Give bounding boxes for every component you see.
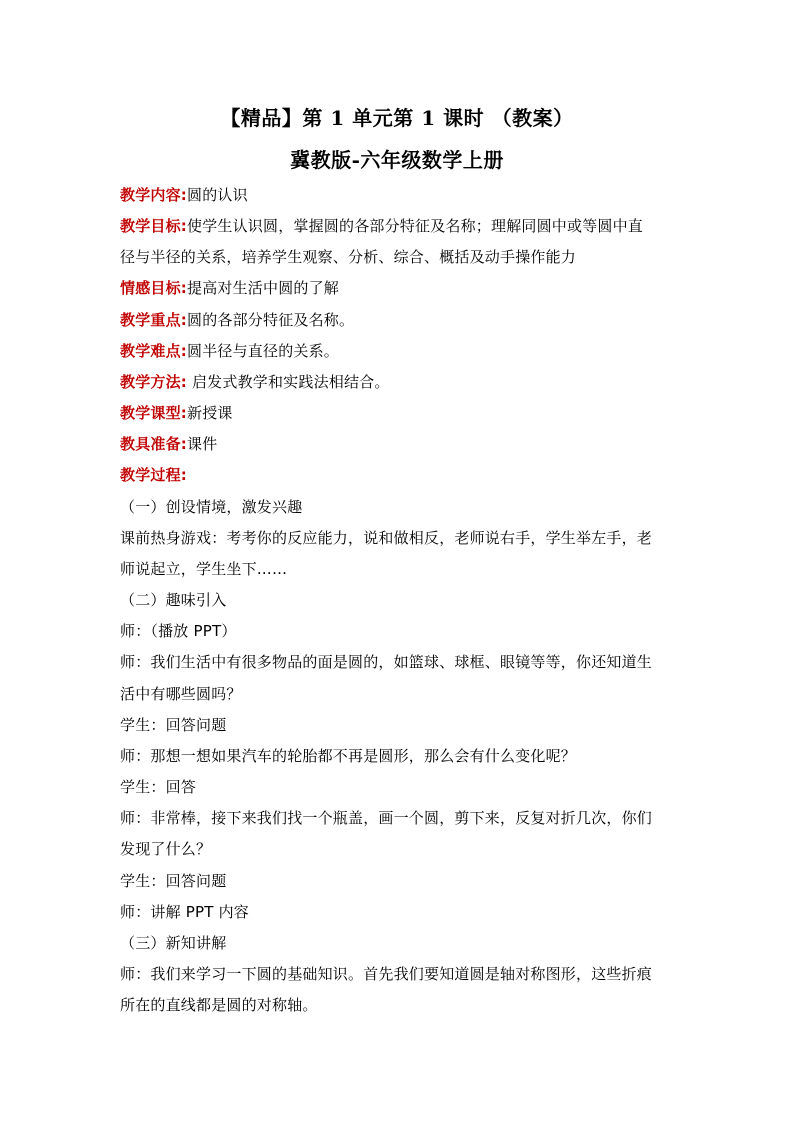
process-paragraph: 师：非常棒，接下来我们找一个瓶盖，画一个圆，剪下来，反复对折几次，你们 bbox=[120, 809, 653, 827]
field-label: 情感目标: bbox=[120, 279, 187, 297]
process-paragraph: 所在的直线都是圆的对称轴。 bbox=[120, 996, 318, 1014]
field-lesson-type bbox=[120, 403, 680, 423]
field-value: 圆的各部分特征及名称。 bbox=[187, 311, 355, 329]
field-label: 教学内容: bbox=[120, 186, 187, 204]
field-teaching-content bbox=[120, 185, 680, 205]
field-label: 教学课型: bbox=[120, 404, 187, 422]
field-value: 提高对生活中圆的了解 bbox=[187, 279, 340, 297]
process-paragraph: 学生：回答 bbox=[120, 778, 197, 796]
field-value: 圆的认识 bbox=[187, 186, 248, 204]
process-paragraph: 师：（播放 PPT） bbox=[120, 622, 237, 640]
document-title: 【精品】第 1 单元第 1 课时 （教案） bbox=[220, 106, 574, 130]
process-paragraph: 师说起立，学生坐下…… bbox=[120, 560, 288, 578]
field-value: 圆半径与直径的关系。 bbox=[187, 342, 340, 360]
field-label: 教学过程: bbox=[120, 466, 187, 484]
field-value: 启发式教学和实践法相结合。 bbox=[187, 373, 390, 391]
field-teaching-goal bbox=[120, 216, 680, 236]
field-process bbox=[120, 465, 680, 485]
field-value: 课件 bbox=[187, 435, 218, 453]
field-value: 新授课 bbox=[187, 404, 233, 422]
process-paragraph: 师：我们生活中有很多物品的面是圆的，如篮球、球框、眼镜等等，你还知道生 bbox=[120, 653, 653, 671]
document-subtitle: 冀教版-六年级数学上册 bbox=[290, 148, 504, 172]
field-label: 教学难点: bbox=[120, 342, 187, 360]
field-difficulty bbox=[120, 341, 680, 361]
field-emotion-goal bbox=[120, 278, 680, 298]
field-method bbox=[120, 372, 680, 392]
process-paragraph: （一）创设情境，激发兴趣 bbox=[120, 498, 303, 516]
process-paragraph: 课前热身游戏：考考你的反应能力，说和做相反，老师说右手，学生举左手，老 bbox=[120, 529, 653, 547]
process-paragraph: 师：讲解 PPT 内容 bbox=[120, 903, 249, 921]
process-paragraph: 师：我们来学习一下圆的基础知识。首先我们要知道圆是轴对称图形，这些折痕 bbox=[120, 965, 653, 983]
process-paragraph: 发现了什么？ bbox=[120, 840, 212, 858]
field-label: 教学目标: bbox=[120, 217, 187, 235]
process-paragraph: 师：那想一想如果汽车的轮胎都不再是圆形，那么会有什么变化呢？ bbox=[120, 747, 577, 765]
field-label: 教学方法: bbox=[120, 373, 187, 391]
process-paragraph: 活中有哪些圆吗？ bbox=[120, 685, 242, 703]
process-paragraph: （三）新知讲解 bbox=[120, 934, 227, 952]
process-paragraph: （二）趣味引入 bbox=[120, 591, 227, 609]
field-label: 教学重点: bbox=[120, 311, 187, 329]
field-key-point bbox=[120, 310, 680, 330]
field-value: 使学生认识圆，掌握圆的各部分特征及名称；理解同圆中或等圆中直 bbox=[187, 217, 644, 235]
process-paragraph: 学生：回答问题 bbox=[120, 716, 227, 734]
field-teaching-goal-continued: 径与半径的关系，培养学生观察、分析、综合、概括及动手操作能力 bbox=[120, 248, 577, 266]
field-materials bbox=[120, 434, 680, 454]
field-label: 教具准备: bbox=[120, 435, 187, 453]
process-paragraph: 学生：回答问题 bbox=[120, 872, 227, 890]
